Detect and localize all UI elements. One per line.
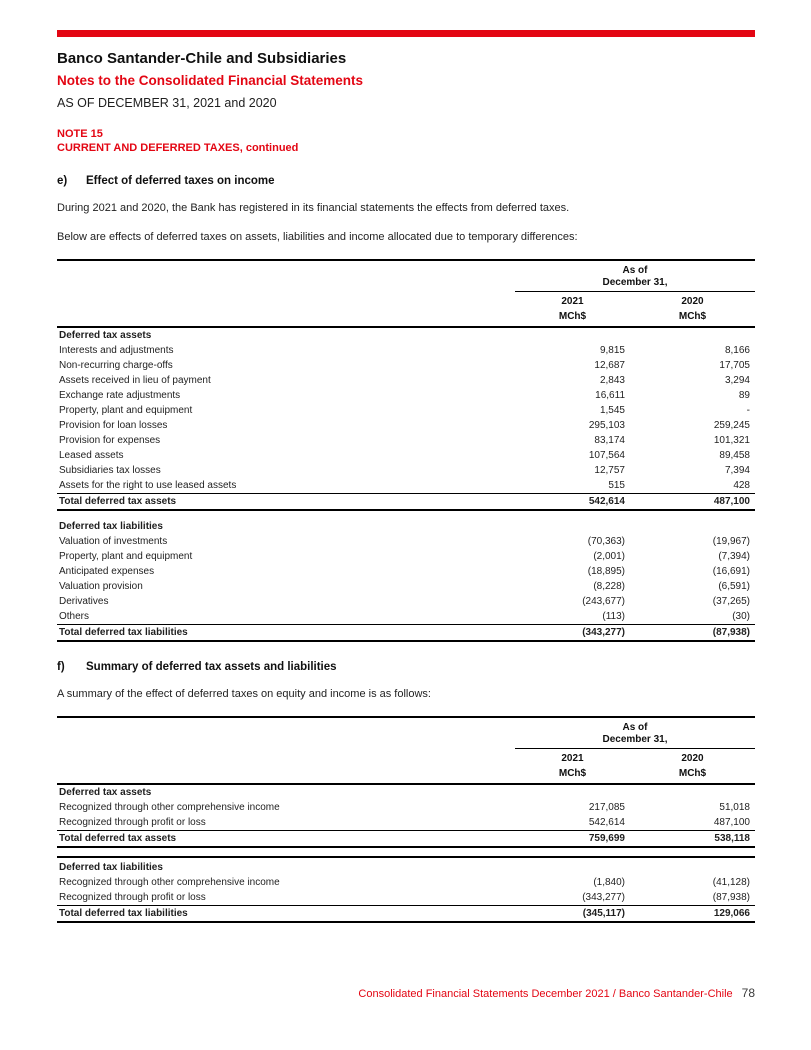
year-2020-header: 2020: [681, 753, 704, 764]
table-row: [57, 905, 755, 923]
row-label: Provision for loan losses: [59, 420, 168, 431]
page-header: [57, 50, 755, 110]
as-of-line-1: As of: [622, 265, 648, 276]
row-label: Valuation provision: [59, 581, 143, 592]
row-label: Exchange rate adjustments: [59, 390, 181, 401]
value-2020: 259,245: [713, 420, 750, 431]
value-2020: 89,458: [719, 450, 750, 461]
section-e-heading: [57, 175, 755, 187]
row-label: Interests and adjustments: [59, 345, 174, 356]
value-2020: [630, 328, 755, 343]
value-2020: (19,967): [712, 536, 750, 547]
value-2021: [515, 785, 630, 800]
value-2020: 8,166: [724, 345, 750, 356]
value-2021: 2,843: [599, 375, 625, 386]
row-label: Provision for expenses: [59, 435, 161, 446]
row-label: Recognized through profit or loss: [59, 892, 206, 903]
table-row: [57, 388, 755, 403]
table-row: [57, 358, 755, 373]
page-footer: [358, 986, 755, 1000]
table-row: [57, 511, 755, 519]
row-label: Assets received in lieu of payment: [59, 375, 211, 386]
value-2021: [515, 511, 630, 519]
value-2021: (2,001): [593, 551, 625, 562]
value-2021: (343,277): [582, 892, 625, 903]
table-row: [57, 433, 755, 448]
row-label: Total deferred tax liabilities: [59, 908, 188, 919]
value-2021: 542,614: [588, 817, 625, 828]
note-title: CURRENT AND DEFERRED TAXES, continued: [57, 142, 299, 154]
table-row: [57, 519, 755, 534]
year-header-row: [57, 749, 755, 765]
value-2020: [630, 848, 755, 856]
row-label: Total deferred tax liabilities: [59, 627, 188, 638]
value-2021: (70,363): [587, 536, 625, 547]
table-row: [57, 848, 755, 856]
table-row: [57, 403, 755, 418]
spacer-cell: [57, 749, 515, 765]
value-2020: 538,118: [714, 833, 750, 844]
row-label: Assets for the right to use leased assets: [59, 480, 237, 491]
table-row: [57, 785, 755, 800]
table-header: [57, 261, 755, 328]
section-f-heading: [57, 661, 755, 673]
value-2020: 487,100: [713, 817, 750, 828]
value-2020: [630, 785, 755, 800]
value-2020: (30): [732, 611, 750, 622]
table-row: [57, 478, 755, 493]
value-2021: 9,815: [599, 345, 625, 356]
spacer-cell: [57, 765, 515, 783]
value-2021: (113): [602, 611, 625, 622]
deferred-tax-effects-table: [57, 259, 755, 642]
section-f-letter: f): [57, 661, 65, 673]
row-label: Total deferred tax assets: [59, 833, 177, 844]
table-row: [57, 564, 755, 579]
value-2021: 107,564: [588, 450, 625, 461]
unit-header-row: [57, 308, 755, 328]
value-2021: [515, 848, 630, 856]
section-e-paragraph-1: During 2021 and 2020, the Bank has registered in its financial statements the effects from deferred taxes.: [57, 202, 570, 214]
row-label: Deferred tax liabilities: [59, 862, 163, 873]
value-2020: 51,018: [719, 802, 750, 813]
document-title: Notes to the Consolidated Financial Statements: [57, 73, 364, 88]
table-row: [57, 448, 755, 463]
value-2021: (343,277): [582, 627, 625, 638]
value-2020: 487,100: [713, 496, 750, 507]
value-2021: 295,103: [588, 420, 625, 431]
value-2021: [515, 519, 630, 534]
value-2021: [515, 860, 630, 875]
row-label: Recognized through profit or loss: [59, 817, 206, 828]
bank-title: Banco Santander-Chile and Subsidiaries: [57, 50, 347, 67]
spacer-cell: [57, 308, 515, 326]
value-2021: 542,614: [588, 496, 625, 507]
table-header: [57, 718, 755, 785]
value-2020: (6,591): [718, 581, 750, 592]
section-e-paragraph-2: Below are effects of deferred taxes on assets, liabilities and income allocated due to temporary differences:: [57, 231, 578, 243]
value-2021: 759,699: [588, 833, 625, 844]
table-row: [57, 579, 755, 594]
value-2021: 16,611: [595, 390, 625, 401]
table-body: [57, 328, 755, 642]
footer-text: Consolidated Financial Statements December 2021 / Banco Santander-Chile: [358, 988, 733, 1000]
row-label: Subsidiaries tax losses: [59, 465, 161, 476]
table-row: [57, 594, 755, 609]
value-2020: [630, 519, 755, 534]
value-2020: -: [746, 405, 750, 416]
as-of-header: [515, 261, 755, 292]
unit-2021-header: MCh$: [558, 311, 587, 322]
value-2020: (7,394): [718, 551, 750, 562]
value-2020: (16,691): [712, 566, 750, 577]
row-label: Recognized through other comprehensive income: [59, 802, 280, 813]
row-label: Property, plant and equipment: [59, 551, 193, 562]
note-number: NOTE 15: [57, 128, 103, 140]
section-e-letter: e): [57, 175, 68, 187]
value-2020: 17,705: [719, 360, 750, 371]
row-label: Deferred tax assets: [59, 330, 152, 341]
row-label: Total deferred tax assets: [59, 496, 177, 507]
table-row: [57, 549, 755, 564]
value-2020: 7,394: [724, 465, 750, 476]
value-2020: (87,938): [712, 627, 750, 638]
row-label: [57, 848, 515, 856]
table-row: [57, 830, 755, 848]
table-row: [57, 800, 755, 815]
year-2020-header: 2020: [681, 296, 704, 307]
value-2020: 89: [738, 390, 750, 401]
as-of-line-1: As of: [622, 722, 648, 733]
table-row: [57, 373, 755, 388]
row-label: Anticipated expenses: [59, 566, 155, 577]
row-label: Valuation of investments: [59, 536, 168, 547]
value-2020: (41,128): [712, 877, 750, 888]
value-2021: (345,117): [582, 908, 625, 919]
section-e-title: Effect of deferred taxes on income: [86, 175, 275, 187]
date-line: AS OF DECEMBER 31, 2021 and 2020: [57, 96, 277, 110]
value-2020: 101,321: [713, 435, 750, 446]
value-2021: 12,757: [594, 465, 625, 476]
table-row: [57, 624, 755, 642]
value-2021: (243,677): [582, 596, 625, 607]
row-label: Non-recurring charge-offs: [59, 360, 173, 371]
unit-2020-header: MCh$: [678, 768, 707, 779]
row-label: [57, 511, 515, 519]
table-row: [57, 875, 755, 890]
spacer-cell: [57, 292, 515, 308]
value-2020: 129,066: [713, 908, 750, 919]
row-label: Recognized through other comprehensive income: [59, 877, 280, 888]
value-2020: 428: [733, 480, 750, 491]
table-row: [57, 418, 755, 433]
as-of-header-row: [57, 718, 755, 749]
table-row: [57, 890, 755, 905]
deferred-tax-summary-table: [57, 716, 755, 923]
value-2021: (8,228): [593, 581, 625, 592]
year-header-row: [57, 292, 755, 308]
year-2021-header: 2021: [561, 296, 584, 307]
section-f-paragraph-1: A summary of the effect of deferred taxes on equity and income is as follows:: [57, 688, 431, 700]
page-number: 78: [741, 986, 755, 1000]
year-2021-header: 2021: [561, 753, 584, 764]
value-2021: (1,840): [593, 877, 625, 888]
table-body: [57, 785, 755, 923]
value-2020: (87,938): [712, 892, 750, 903]
table-row: [57, 328, 755, 343]
value-2021: 12,687: [594, 360, 625, 371]
table-row: [57, 534, 755, 549]
as-of-header: [515, 718, 755, 749]
value-2021: 1,545: [599, 405, 625, 416]
row-label: Others: [59, 611, 90, 622]
value-2020: [630, 860, 755, 875]
row-label: Property, plant and equipment: [59, 405, 193, 416]
row-label: Leased assets: [59, 450, 124, 461]
table-row: [57, 343, 755, 358]
value-2021: 83,174: [594, 435, 625, 446]
unit-header-row: [57, 765, 755, 785]
table-row: [57, 856, 755, 875]
as-of-line-2: December 31,: [602, 733, 668, 745]
table-row: [57, 493, 755, 511]
value-2020: [630, 511, 755, 519]
table-row: [57, 609, 755, 624]
value-2020: (37,265): [712, 596, 750, 607]
value-2021: 217,085: [588, 802, 625, 813]
value-2020: 3,294: [724, 375, 750, 386]
as-of-header-row: [57, 261, 755, 292]
value-2021: 515: [608, 480, 625, 491]
value-2021: (18,895): [587, 566, 625, 577]
top-red-bar: [57, 30, 755, 37]
as-of-line-2: December 31,: [602, 276, 668, 288]
section-f-title: Summary of deferred tax assets and liabilities: [86, 661, 337, 673]
row-label: Deferred tax liabilities: [59, 521, 163, 532]
table-row: [57, 463, 755, 478]
unit-2020-header: MCh$: [678, 311, 707, 322]
unit-2021-header: MCh$: [558, 768, 587, 779]
value-2021: [515, 328, 630, 343]
table-row: [57, 815, 755, 830]
row-label: Derivatives: [59, 596, 109, 607]
note-block: [57, 127, 755, 155]
row-label: Deferred tax assets: [59, 787, 152, 798]
